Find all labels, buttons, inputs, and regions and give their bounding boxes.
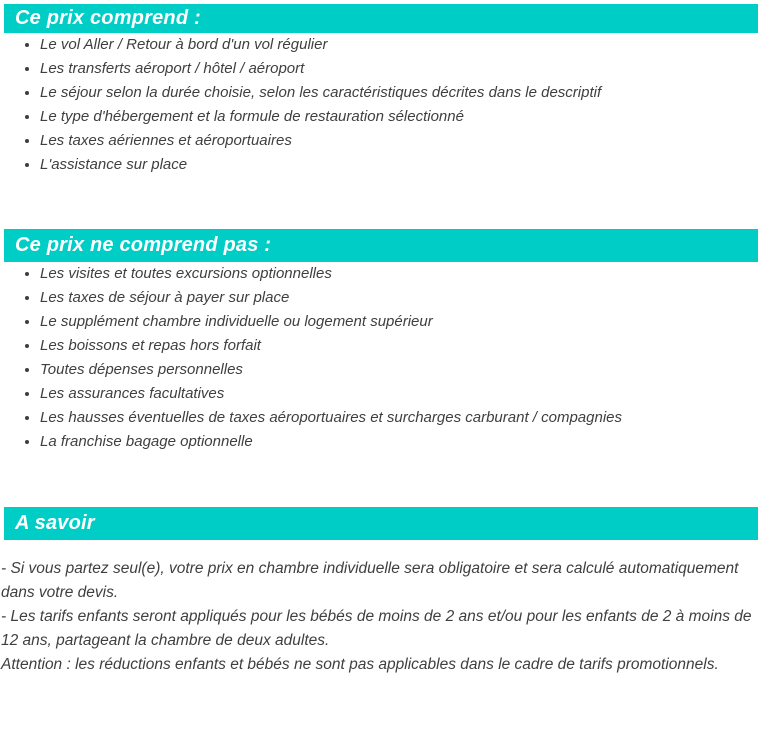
note-paragraph: - Si vous partez seul(e), votre prix en chambre individuelle sera obligatoire et sera calculé automatiquement dans votre devis. (1, 560, 739, 601)
excluded-list (0, 262, 758, 454)
excluded-list-item: • Toutes dépenses personnelles (40, 358, 748, 382)
excluded-list-item: • Les hausses éventuelles de taxes aéroportuaires et surcharges carburant / compagnies (40, 406, 748, 430)
section-notes (0, 507, 758, 677)
section-price-excludes (0, 229, 758, 454)
note-paragraph: Attention : les réductions enfants et bébés ne sont pas applicables dans le cadre de tarifs promotionnels. (1, 656, 719, 673)
note-paragraph: - Les tarifs enfants seront appliqués pour les bébés de moins de 2 ans et/ou pour les enfants de 2 à moins de 12 ans, partageant la chambre de deux adultes. (1, 608, 752, 649)
included-list-item: • Les taxes aériennes et aéroportuaires (40, 129, 748, 153)
section-header-excludes (4, 229, 758, 262)
excluded-list-item: • Les boissons et repas hors forfait (40, 334, 748, 358)
included-list (0, 33, 758, 177)
section-header-includes (4, 4, 758, 33)
excluded-list-item: • La franchise bagage optionnelle (40, 430, 748, 454)
included-list-item: • Les transferts aéroport / hôtel / aéroport (40, 57, 748, 81)
excluded-list-item: • Les assurances facultatives (40, 382, 748, 406)
section-title-excludes: Ce prix ne comprend pas : (15, 234, 272, 256)
excluded-list-item: • Les taxes de séjour à payer sur place (40, 286, 748, 310)
section-price-includes (0, 4, 758, 177)
included-list-item: • Le type d'hébergement et la formule de restauration sélectionné (40, 105, 748, 129)
included-list-item: • Le vol Aller / Retour à bord d'un vol régulier (40, 33, 748, 57)
notes-paragraphs (0, 557, 758, 677)
included-list-item: • Le séjour selon la durée choisie, selon les caractéristiques décrites dans le descriptif (40, 81, 748, 105)
price-info-page (0, 4, 758, 677)
section-title-includes: Ce prix comprend : (15, 7, 201, 29)
excluded-list-item: • Le supplément chambre individuelle ou logement supérieur (40, 310, 748, 334)
excluded-list-item: • Les visites et toutes excursions optionnelles (40, 262, 748, 286)
section-title-notes: A savoir (15, 512, 95, 534)
included-list-item: • L'assistance sur place (40, 153, 748, 177)
section-header-notes (4, 507, 758, 540)
